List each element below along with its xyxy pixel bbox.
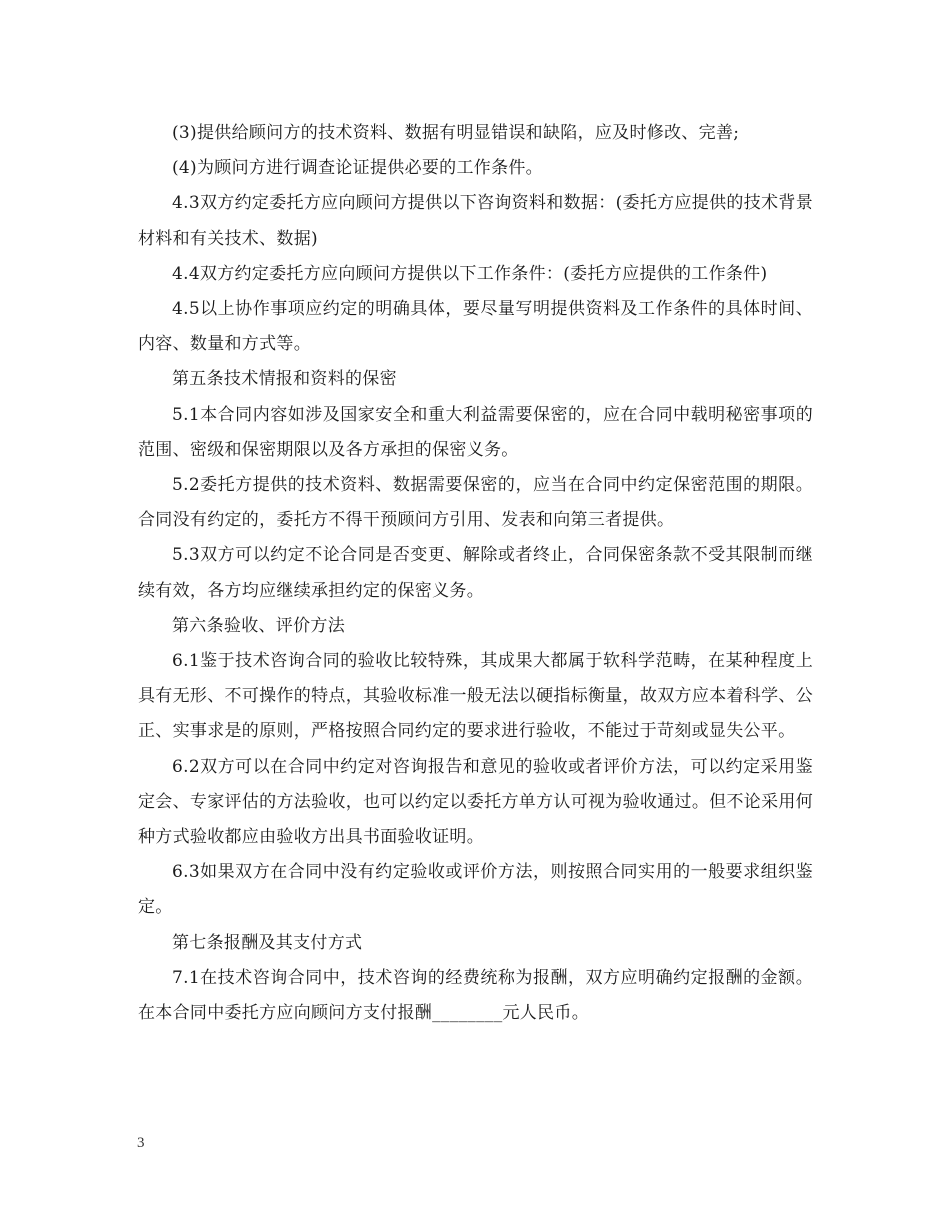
document-body	[138, 116, 813, 1031]
clause-4-5: 4.5以上协作事项应约定的明确具体，要尽量写明提供资料及工作条件的具体时间、内容、数量和方式等。	[138, 299, 813, 355]
paragraph-item-4: (4)为顾问方进行调查论证提供必要的工作条件。	[172, 158, 543, 179]
paragraph-item-3: (3)提供给顾问方的技术资料、数据有明显错误和缺陷，应及时修改、完善;	[172, 123, 740, 143]
article-6-heading: 第六条验收、评价方法	[172, 615, 345, 636]
clause-4-3: 4.3双方约定委托方应向顾问方提供以下咨询资料和数据：(委托方应提供的技术背景材料和有关技术、数据)	[138, 193, 813, 249]
clause-6-3: 6.3如果双方在合同中没有约定验收或评价方法，则按照合同实用的一般要求组织鉴定。	[138, 862, 813, 918]
clause-7-1: 7.1在技术咨询合同中，技术咨询的经费统称为报酬，双方应明确约定报酬的金额。在本合同中委托方应向顾问方支付报酬________元人民币。	[138, 967, 813, 1024]
article-7-heading: 第七条报酬及其支付方式	[172, 932, 363, 953]
clause-4-4: 4.4双方约定委托方应向顾问方提供以下工作条件：(委托方应提供的工作条件)	[172, 263, 768, 284]
clause-5-3: 5.3双方可以约定不论合同是否变更、解除或者终止，合同保密条款不受其限制而继续有效，各方均应继续承担约定的保密义务。	[138, 545, 813, 601]
clause-6-2: 6.2双方可以在合同中约定对咨询报告和意见的验收或者评价方法，可以约定采用鉴定会、专家评估的方法验收，也可以约定以委托方单方认可视为验收通过。但不论采用何种方式验收都应由验收方出具书面验收证明。	[138, 756, 813, 848]
clause-5-2: 5.2委托方提供的技术资料、数据需要保密的，应当在合同中约定保密范围的期限。合同没有约定的，委托方不得干预顾问方引用、发表和向第三者提供。	[138, 475, 813, 531]
page-number: 3	[137, 1135, 145, 1151]
clause-5-1: 5.1本合同内容如涉及国家安全和重大利益需要保密的，应在合同中载明秘密事项的范围、密级和保密期限以及各方承担的保密义务。	[138, 404, 813, 460]
clause-6-1: 6.1鉴于技术咨询合同的验收比较特殊，其成果大都属于软科学范畴，在某种程度上具有无形、不可操作的特点，其验收标准一般无法以硬指标衡量，故双方应本着科学、公正、实事求是的原则，严格按照合同约定的要求进行验收，不能过于苛刻或显失公平。	[138, 651, 813, 742]
article-5-heading: 第五条技术情报和资料的保密	[172, 369, 397, 390]
